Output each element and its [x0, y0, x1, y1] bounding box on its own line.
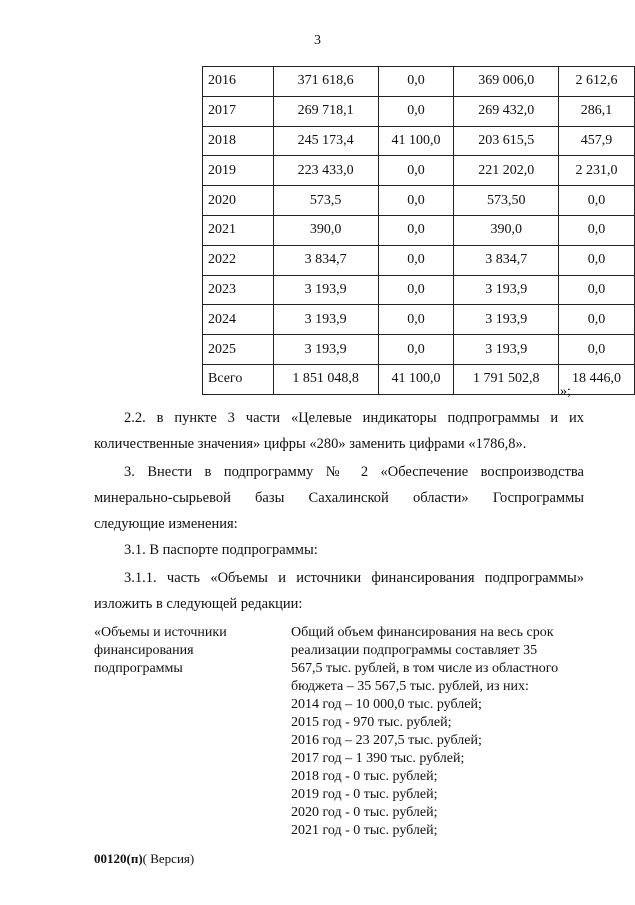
table-cell-year: 2025 [203, 335, 274, 365]
table-cell-value: 0,0 [378, 67, 454, 97]
table-cell-value: 0,0 [378, 186, 454, 216]
paragraph-line: изложить в следующей редакции: [94, 596, 303, 612]
paragraph-3-1-1 [94, 565, 584, 617]
table-cell-value: 457,9 [559, 126, 635, 156]
table-row [203, 186, 635, 216]
table-cell-value: 221 202,0 [454, 156, 559, 186]
table-row [203, 156, 635, 186]
table-row [203, 126, 635, 156]
table-cell-value: 0,0 [559, 305, 635, 335]
table-cell-value: 41 100,0 [378, 364, 454, 394]
document-version: ( Версия) [142, 851, 195, 866]
passport-value-line: 2015 год - 970 тыс. рублей; [291, 715, 452, 730]
passport-value-line: 2020 год - 0 тыс. рублей; [291, 805, 438, 820]
table-cell-year: 2019 [203, 156, 274, 186]
paragraph-line: количественные значения» цифры «280» заменить цифрами «1786,8». [94, 436, 527, 452]
table-cell-value: 223 433,0 [273, 156, 378, 186]
table-cell-year: 2024 [203, 305, 274, 335]
financing-table [202, 66, 635, 395]
passport-value-line: 2014 год – 10 000,0 тыс. рублей; [291, 697, 482, 712]
table-row [203, 245, 635, 275]
paragraph-3 [94, 459, 584, 537]
table-cell-value: 3 193,9 [454, 275, 559, 305]
passport-value-line: бюджета – 35 567,5 тыс. рублей, из них: [291, 679, 529, 694]
table-cell-value: 0,0 [559, 186, 635, 216]
table-cell-year: 2016 [203, 67, 274, 97]
table-cell-value: 0,0 [378, 335, 454, 365]
table-cell-value: 3 834,7 [273, 245, 378, 275]
table-cell-value: 269 718,1 [273, 96, 378, 126]
table-cell-value: 0,0 [378, 215, 454, 245]
passport-label-line: «Объемы и источники [94, 625, 227, 640]
table-cell-value: 0,0 [559, 245, 635, 275]
paragraph-3-1 [94, 537, 584, 563]
table-cell-value: 18 446,0 [559, 364, 635, 394]
table-cell-value: 203 615,5 [454, 126, 559, 156]
paragraph-line: 3. Внести в подпрограмму № 2 «Обеспечение воспроизводства [124, 464, 584, 480]
table-cell-value: 371 618,6 [273, 67, 378, 97]
paragraph-line: 2.2. в пункте 3 части «Целевые индикаторы подпрограммы и их [124, 410, 584, 426]
table-row [203, 96, 635, 126]
table-cell-year: 2017 [203, 96, 274, 126]
passport-value-line: 2016 год – 23 207,5 тыс. рублей; [291, 733, 482, 748]
table-cell-year: 2021 [203, 215, 274, 245]
table-cell-value: 0,0 [559, 335, 635, 365]
table-row [203, 275, 635, 305]
passport-value-line: 567,5 тыс. рублей, в том числе из областного [291, 661, 559, 676]
passport-label-line: финансирования [94, 643, 194, 658]
table-row [203, 335, 635, 365]
table-closing-quote: »; [560, 384, 571, 399]
paragraph-2-2 [94, 405, 584, 457]
table-cell-value: 245 173,4 [273, 126, 378, 156]
table-cell-value: 3 193,9 [273, 335, 378, 365]
table-cell-value: 390,0 [454, 215, 559, 245]
table-cell-value: 41 100,0 [378, 126, 454, 156]
table-cell-year: Всего [203, 364, 274, 394]
table-cell-value: 3 193,9 [273, 305, 378, 335]
passport-label-line: подпрограммы [94, 661, 183, 676]
paragraph-line: 3.1.1. часть «Объемы и источники финансирования подпрограммы» [124, 570, 584, 586]
passport-value-line: Общий объем финансирования на весь срок [291, 625, 554, 640]
table-cell-value: 269 432,0 [454, 96, 559, 126]
paragraph-line: следующие изменения: [94, 516, 238, 532]
table-cell-value: 2 231,0 [559, 156, 635, 186]
table-cell-value: 3 193,9 [273, 275, 378, 305]
table-cell-value: 0,0 [378, 275, 454, 305]
table-cell-value: 2 612,6 [559, 67, 635, 97]
passport-value-line: 2019 год - 0 тыс. рублей; [291, 787, 438, 802]
paragraph-line: 3.1. В паспорте подпрограммы: [124, 542, 318, 558]
passport-label [94, 624, 279, 678]
table-cell-year: 2023 [203, 275, 274, 305]
table-cell-year: 2020 [203, 186, 274, 216]
table-cell-value: 0,0 [378, 156, 454, 186]
table-row [203, 215, 635, 245]
passport-value-line: 2017 год – 1 390 тыс. рублей; [291, 751, 465, 766]
table-cell-value: 3 193,9 [454, 305, 559, 335]
table-row [203, 67, 635, 97]
table-cell-value: 573,50 [454, 186, 559, 216]
table-cell-value: 3 834,7 [454, 245, 559, 275]
table-cell-value: 1 851 048,8 [273, 364, 378, 394]
document-footer [94, 851, 194, 867]
table-cell-value: 0,0 [378, 305, 454, 335]
table-cell-year: 2022 [203, 245, 274, 275]
table-row [203, 305, 635, 335]
table-cell-value: 286,1 [559, 96, 635, 126]
table-cell-value: 0,0 [559, 215, 635, 245]
table-cell-value: 390,0 [273, 215, 378, 245]
passport-value [291, 624, 573, 840]
paragraph-line: минерально-сырьевой базы Сахалинской области» Госпрограммы [94, 490, 584, 506]
passport-value-line: 2021 год - 0 тыс. рублей; [291, 823, 438, 838]
table-cell-value: 369 006,0 [454, 67, 559, 97]
table-cell-value: 0,0 [559, 275, 635, 305]
table-cell-value: 1 791 502,8 [454, 364, 559, 394]
document-code: 00120(п) [94, 851, 143, 866]
passport-value-line: 2018 год - 0 тыс. рублей; [291, 769, 438, 784]
table-cell-value: 3 193,9 [454, 335, 559, 365]
passport-value-line: реализации подпрограммы составляет 35 [291, 643, 538, 658]
table-cell-value: 573,5 [273, 186, 378, 216]
page-number: 3 [314, 33, 321, 48]
table-cell-year: 2018 [203, 126, 274, 156]
table-cell-value: 0,0 [378, 245, 454, 275]
table-cell-value: 0,0 [378, 96, 454, 126]
